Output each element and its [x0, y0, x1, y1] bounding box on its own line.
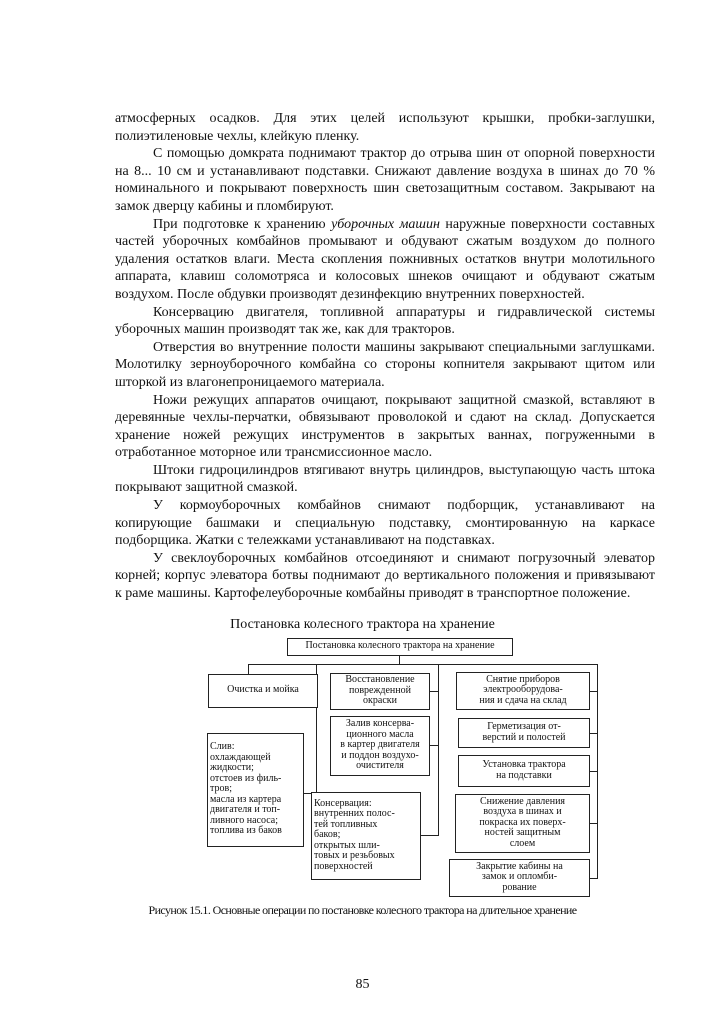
- paragraph: атмосферных осадков. Для этих целей используют крышки, пробки-заглушки, полиэтиленовые чехлы, клейкую пленку.: [115, 111, 655, 144]
- box-cabin-lock: Закрытие кабины на замок и опломби- рование: [449, 859, 590, 897]
- paragraph: У свеклоуборочных комбайнов отсоединяют и снимают погрузочный элеватор корней; корпус элеватора ботвы поднимают до вертикального положения и привязывают к раме машины. Картофелеуборочные комбайны приводят в транспортное положение.: [115, 550, 655, 602]
- paragraph: У кормоуборочных комбайнов снимают подборщик, устанавливают на копирующие башмаки и специальную подставку, смонтированную на каркасе подборщика. Жатки с тележками устанавливают на подставках.: [115, 498, 655, 549]
- paragraph-prefix: При подготовке к хранению: [153, 216, 332, 232]
- connector: [590, 771, 598, 772]
- box-paint-restore: Восстановление поврежденной окраски: [330, 673, 430, 710]
- connector: [420, 835, 439, 836]
- paragraph: Штоки гидроцилиндров втягивают внутрь цилиндров, выступающую часть штока покрывают защитной смазкой.: [115, 462, 655, 496]
- box-sealing: Герметизация от- верстий и полостей: [458, 718, 590, 748]
- paragraph: Консервацию двигателя, топливной аппаратуры и гидравлической системы уборочных машин производят так же, как для тракторов.: [115, 304, 655, 338]
- figure-caption: Рисунок 15.1. Основные операции по постановке колесного трактора на длительное хранение: [148, 902, 577, 917]
- root-box: Постановка колесного трактора на хранение: [287, 638, 513, 656]
- paragraph: Отверстия во внутренние полости машины закрывают специальными заглушками. Молотилку зерноуборочного комбайна со стороны копнителя закрывают щитом или шторкой из влагонепроницаемого материала.: [115, 339, 655, 390]
- connector: [430, 745, 439, 746]
- connector: [590, 878, 598, 879]
- figure: [0, 617, 725, 1007]
- connector: [590, 733, 598, 734]
- connector: [438, 664, 439, 836]
- italic-term: уборочных машин: [331, 216, 440, 232]
- connector: [430, 691, 439, 692]
- box-conservation: Консервация: внутренних полос- тей топливных баков; открытых шли- товых и резьбовых поверхностей: [311, 792, 421, 880]
- diagram-title: Постановка колесного трактора на хранение: [230, 616, 495, 632]
- box-draining: Слив: охлаждающей жидкости; отстоев из филь- тров; масла из картера двигателя и топ- ливного насоса; топлива из баков: [207, 733, 304, 847]
- box-tire-pressure: Снижение давления воздуха в шинах и покраска их поверх- ностей защитным слоем: [455, 794, 590, 853]
- box-remove-devices: Снятие приборов электрооборудова- ния и сдача на склад: [456, 672, 590, 710]
- box-stands: Установка трактора на подставки: [458, 755, 590, 787]
- box-oil-fill: Залив консерва- ционного масла в картер двигателя и поддон воздухо- очистителя: [330, 716, 430, 776]
- paragraph: Ножи режущих аппаратов очищают, покрывают защитной смазкой, вставляют в деревянные чехлы-перчатки, обвязывают проволокой и сдают на склад. Допускается хранение ножей режущих инструментов в закрытых ваннах, погруженными в отработанное моторное или трансмиссионное масло.: [115, 392, 655, 461]
- connector: [248, 664, 598, 665]
- connector: [590, 691, 598, 692]
- paragraph-rest: наружные поверхности составных частей уборочных комбайнов промывают и обдувают сжатым воздухом до полного удаления остатков влаги. Места скопления пожнивных остатков внутри молотильного аппарата, клавиш соломотряса и колосовых шнеков очищают и обдувают сжатым воздухом. После обдувки производят дезинфекцию внутренних поверхностей.: [115, 216, 656, 302]
- body-text: [115, 110, 655, 603]
- page-number: 85: [355, 976, 370, 992]
- box-cleaning: Очистка и мойка: [208, 674, 318, 708]
- connector: [590, 823, 598, 824]
- connector: [248, 664, 249, 674]
- paragraph: С помощью домкрата поднимают трактор до отрыва шин от опорной поверхности на 8... 10 см и устанавливают подставки. Снижают давление воздуха в шинах до 70 % номинального и покрывают поверхность шин светозащитным составом. Закрывают на замок дверцу кабины и пломбируют.: [115, 146, 655, 214]
- paragraph: [115, 216, 655, 304]
